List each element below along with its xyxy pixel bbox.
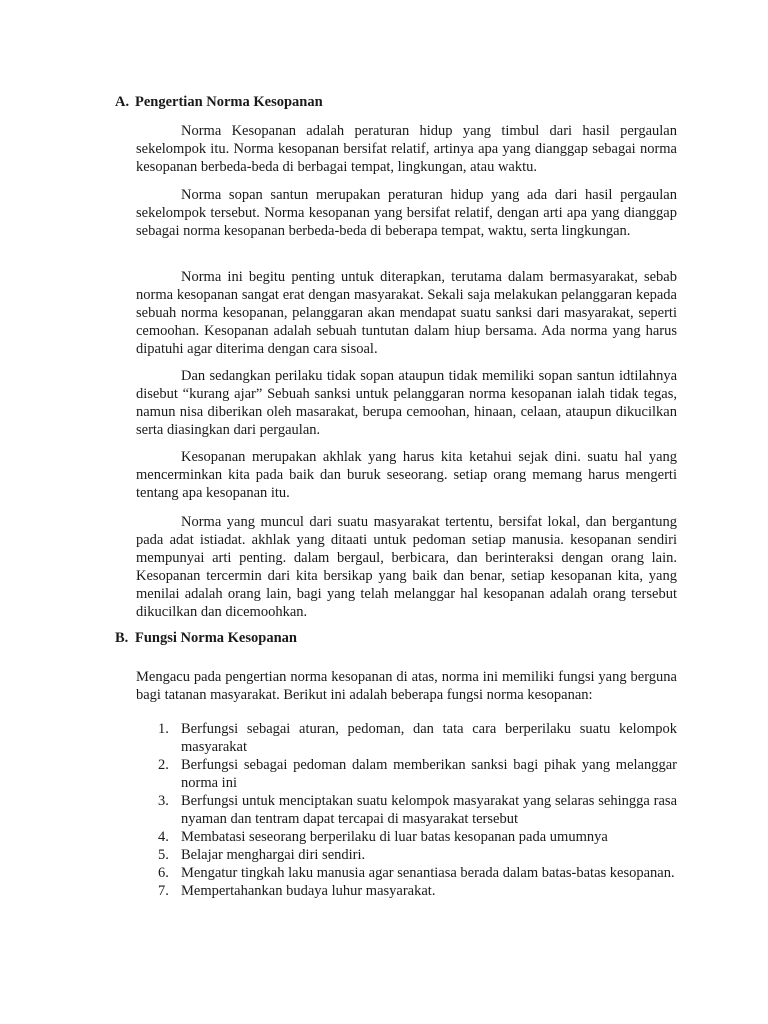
- list-item: [136, 828, 677, 846]
- section-a-paragraph: Norma ini begitu penting untuk diterapkan, terutama dalam bermasyarakat, sebab norma kesopanan sangat erat dengan masyarakat. Sekali saja melakukan pelanggaran kepada sebuah norma kesopanan, pelanggaran akan mendapat suatu sanksi dari masyarakat, seperti cemoohan. Kesopanan adalah sebuah tuntutan dalam hiup bersama. Ada norma yang harus dipatuhi agar diterima dengan cara sisoal.: [136, 269, 677, 357]
- section-b-title: Fungsi Norma Kesopanan: [135, 630, 297, 646]
- list-item-text: Berfungsi untuk menciptakan suatu kelompok masyarakat yang selaras sehingga rasa nyaman dan tentram dapat tercapai di masyarakat tersebut: [181, 793, 677, 827]
- function-list: [136, 720, 677, 900]
- list-item-number: 1.: [158, 721, 169, 737]
- list-item-number: 7.: [158, 883, 169, 899]
- section-a-paragraph: Norma yang muncul dari suatu masyarakat tertentu, bersifat lokal, dan bergantung pada adat istiadat. akhlak yang ditaati untuk pedoman setiap manusia. kesopanan sendiri mempunyai arti penting. dalam bergaul, berbicara, dan berinteraksi dengan orang lain. Kesopanan tercermin dari kita bersikap yang baik dan benar, setiap kesopanan kita, yang menilai adalah orang lain, bagi yang telah melanggar hal kesopanan adalah orang tersebut dikucilkan dan dicemoohkan.: [136, 514, 677, 620]
- section-a-paragraph: Norma Kesopanan adalah peraturan hidup yang timbul dari hasil pergaulan sekelompok itu. Norma kesopanan bersifat relatif, artinya apa yang dianggap sebagai norma kesopanan berbeda-beda di berbagai tempat, lingkungan, atau waktu.: [136, 123, 677, 175]
- list-item-text: Mempertahankan budaya luhur masyarakat.: [181, 883, 436, 899]
- section-b-heading: [115, 630, 297, 647]
- list-item-number: 4.: [158, 829, 169, 845]
- list-item-number: 6.: [158, 865, 169, 881]
- section-a-paragraph: Norma sopan santun merupakan peraturan hidup yang ada dari hasil pergaulan sekelompok tersebut. Norma kesopanan yang bersifat relatif, dengan arti apa yang dianggap sebagai norma kesopanan berbeda-beda di beberapa tempat, waktu, serta lingkungan.: [136, 187, 677, 239]
- section-a-paragraph: Dan sedangkan perilaku tidak sopan ataupun tidak memiliki sopan santun idtilahnya disebut “kurang ajar” Sebuah sanksi untuk pelanggaran norma kesopanan ialah tidak tegas, namun nisa diberikan oleh masarakat, berupa cemoohan, hinaan, celaan, ataupun dikucilkan serta diasingkan dari pergaulan.: [136, 368, 677, 438]
- list-item-text: Berfungsi sebagai pedoman dalam memberikan sanksi bagi pihak yang melanggar norma ini: [181, 757, 677, 791]
- list-item-text: Belajar menghargai diri sendiri.: [181, 847, 366, 863]
- list-item-text: Membatasi seseorang berperilaku di luar batas kesopanan pada umumnya: [181, 829, 608, 845]
- section-a-paragraph: Kesopanan merupakan akhlak yang harus kita ketahui sejak dini. suatu hal yang mencerminkan kita pada baik dan buruk seseorang. setiap orang memang harus mengerti tentang apa kesopanan itu.: [136, 449, 677, 501]
- list-item: [136, 720, 677, 756]
- list-item: [136, 882, 677, 900]
- list-item-number: 3.: [158, 793, 169, 809]
- section-a-title: Pengertian Norma Kesopanan: [135, 94, 323, 110]
- section-b-intro: Mengacu pada pengertian norma kesopanan di atas, norma ini memiliki fungsi yang berguna bagi tatanan masyarakat. Berikut ini adalah beberapa fungsi norma kesopanan:: [136, 669, 677, 703]
- list-item-number: 2.: [158, 757, 169, 773]
- list-item: [136, 792, 677, 828]
- section-a-letter: A.: [115, 94, 130, 110]
- list-item-text: Mengatur tingkah laku manusia agar senantiasa berada dalam batas-batas kesopanan.: [181, 865, 675, 881]
- list-item-number: 5.: [158, 847, 169, 863]
- list-item: [136, 864, 677, 882]
- section-a-heading: [115, 94, 323, 111]
- list-item: [136, 756, 677, 792]
- list-item: [136, 846, 677, 864]
- section-b-letter: B.: [115, 630, 129, 646]
- list-item-text: Berfungsi sebagai aturan, pedoman, dan tata cara berperilaku suatu kelompok masyarakat: [181, 721, 677, 755]
